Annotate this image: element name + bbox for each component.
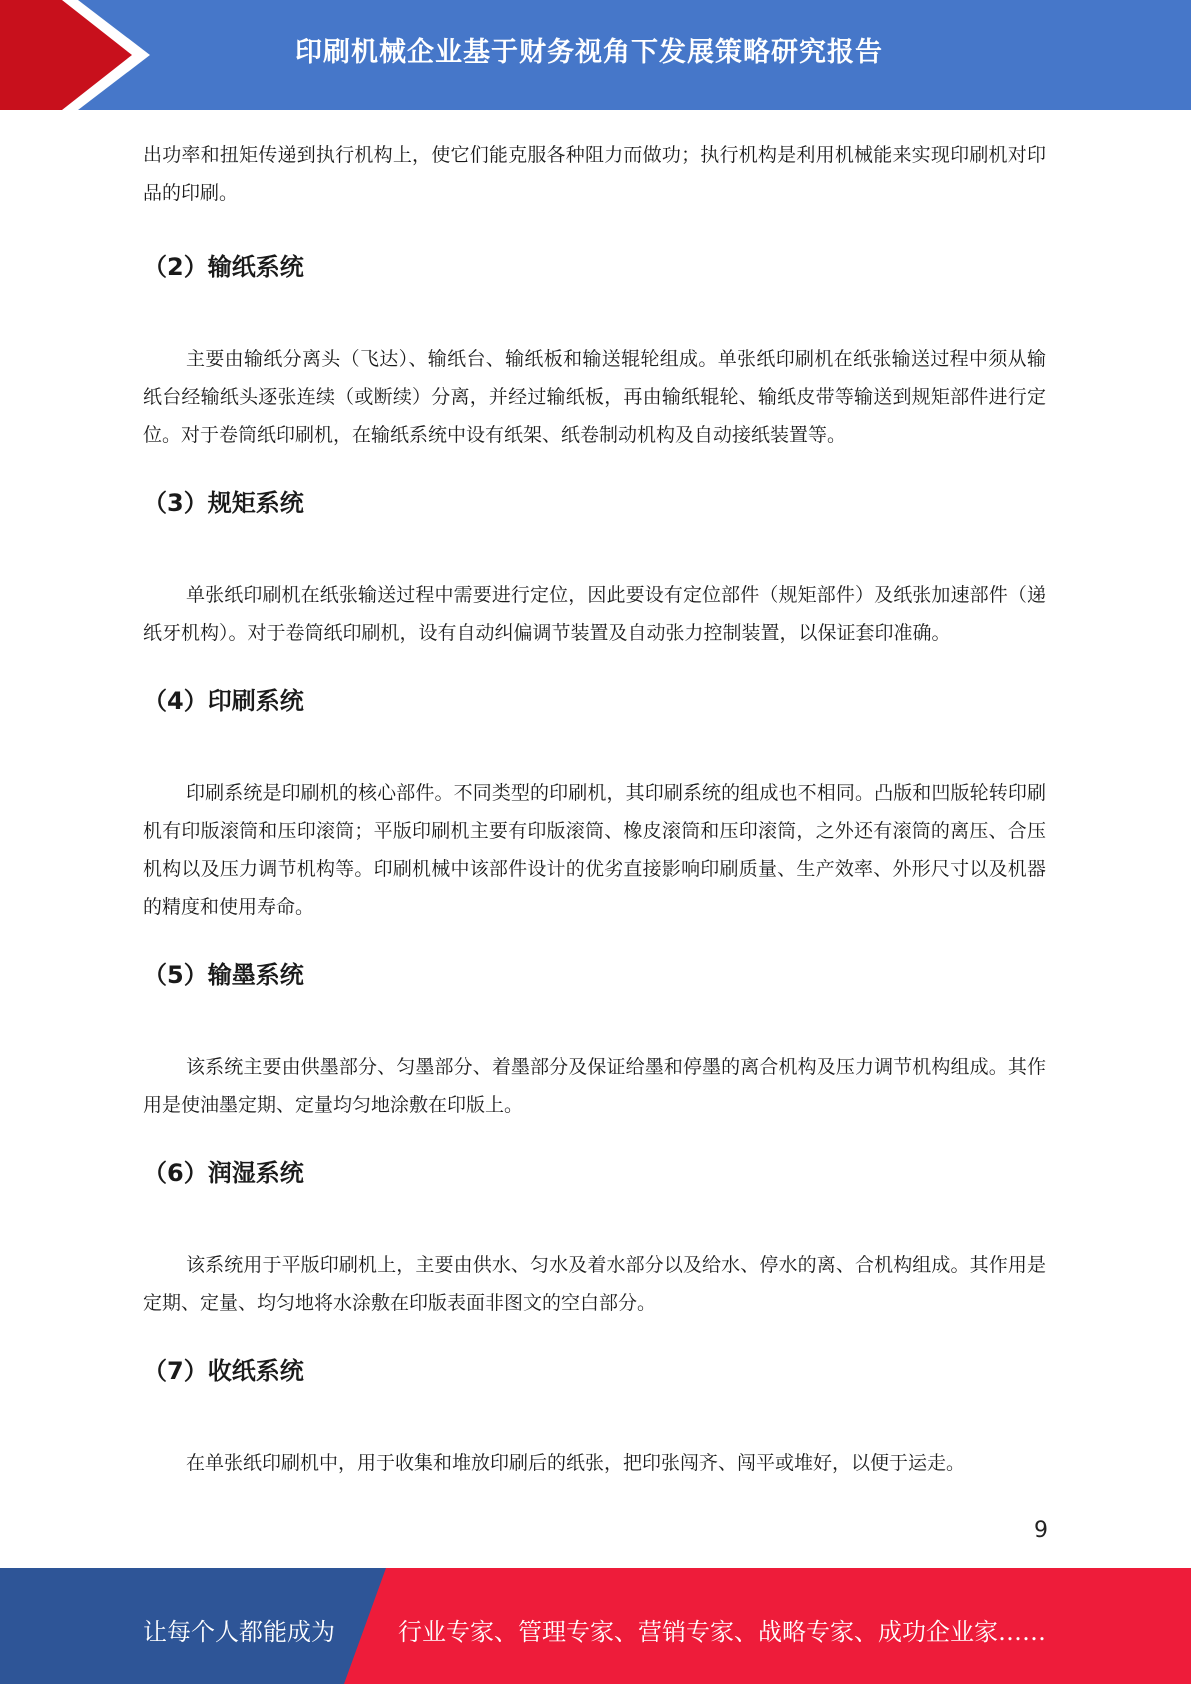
footer-slogan-left: 让每个人都能成为 [143,1618,335,1646]
section-paragraph: 该系统用于平版印刷机上，主要由供水、匀水及着水部分以及给水、停水的离、合机构组成。其作用是定期、定量、均匀地将水涂敷在印版表面非图文的空白部分。 [143,1254,1046,1314]
report-title: 印刷机械企业基于财务视角下发展策略研究报告 [295,37,883,68]
section-heading: （4）印刷系统 [143,687,304,715]
section-heading: （7）收纸系统 [143,1357,304,1385]
page-header [0,0,1191,110]
footer-slogan-right: 行业专家、管理专家、营销专家、战略专家、成功企业家…… [398,1618,1046,1646]
document-body [143,136,1046,1482]
section-paragraph: 印刷系统是印刷机的核心部件。不同类型的印刷机，其印刷系统的组成也不相同。凸版和凹版轮转印刷机有印版滚筒和压印滚筒；平版印刷机主要有印版滚筒、橡皮滚筒和压印滚筒，之外还有滚筒的离压、合压机构以及压力调节机构等。印刷机械中该部件设计的优劣直接影响印刷质量、生产效率、外形尺寸以及机器的精度和使用寿命。 [143,782,1046,918]
page-number: 9 [1034,1518,1048,1543]
section-heading: （5）输墨系统 [143,961,304,989]
section-paragraph: 主要由输纸分离头（飞达）、输纸台、输纸板和输送辊轮组成。单张纸印刷机在纸张输送过程中须从输纸台经输纸头逐张连续（或断续）分离，并经过输纸板，再由输纸辊轮、输纸皮带等输送到规矩部件进行定位。对于卷筒纸印刷机，在输纸系统中设有纸架、纸卷制动机构及自动接纸装置等。 [143,348,1046,446]
section-heading: （2）输纸系统 [143,253,304,281]
intro-paragraph: 出功率和扭矩传递到执行机构上，使它们能克服各种阻力而做功；执行机构是利用机械能来实现印刷机对印品的印刷。 [143,144,1046,204]
page-footer [0,1568,1191,1684]
section-paragraph: 该系统主要由供墨部分、匀墨部分、着墨部分及保证给墨和停墨的离合机构及压力调节机构组成。其作用是使油墨定期、定量均匀地涂敷在印版上。 [143,1056,1046,1116]
section-paragraph: 在单张纸印刷机中，用于收集和堆放印刷后的纸张，把印张闯齐、闯平或堆好，以便于运走。 [186,1452,966,1474]
section-heading: （6）润湿系统 [143,1159,304,1187]
section-heading: （3）规矩系统 [143,489,304,517]
section-paragraph: 单张纸印刷机在纸张输送过程中需要进行定位，因此要设有定位部件（规矩部件）及纸张加速部件（递纸牙机构）。对于卷筒纸印刷机，设有自动纠偏调节装置及自动张力控制装置，以保证套印准确。 [143,584,1046,644]
